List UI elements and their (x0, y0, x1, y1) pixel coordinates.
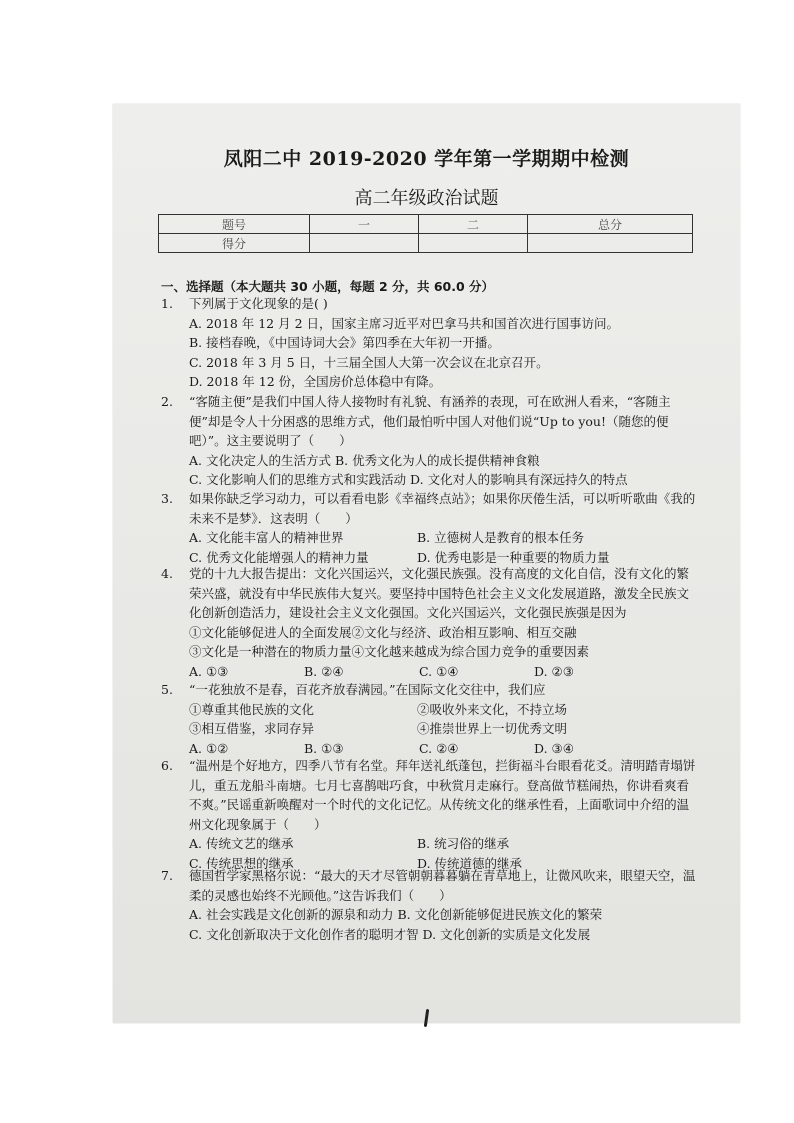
option-a: A. 传统文艺的继承 (189, 836, 294, 851)
option-b: B. 统习俗的继承 (417, 836, 510, 851)
option-c: C. 传统思想的继承 (189, 855, 294, 871)
statement-row: ③文化是一种潜在的物质力量④文化越来越成为综合国力竞争的重要因素 (189, 644, 590, 659)
question-number: 3. (161, 491, 173, 506)
option-c: C. ①④ (419, 663, 459, 679)
option-d: D. 2018 年 12 份，全国房价总体稳中有降。 (189, 374, 442, 389)
option-c: C. 2018 年 3 月 5 日，十三届全国人大第一次会议在北京召开。 (189, 354, 549, 370)
question-5 (161, 680, 701, 758)
option-row (189, 834, 701, 854)
score-table-header-row (159, 215, 693, 234)
score-cell-label: 题号 (159, 215, 310, 234)
question-number: 1. (161, 296, 173, 311)
score-cell-section-1: 一 (310, 215, 419, 234)
score-cell-section-2: 二 (419, 215, 528, 234)
option-row (189, 662, 701, 682)
statement-row (189, 700, 701, 720)
question-stem: 德国哲学家黑格尔说：“最大的天才尽管朝朝暮暮躺在青草地上，让微风吹来，眼望天空，温柔的灵感也始终不光顾他。”这告诉我们（ ） (189, 868, 696, 903)
option-b: B. ②④ (304, 663, 344, 679)
option-a-b: A. 文化决定人的生活方式 B. 优秀文化为人的成长提供精神食粮 (189, 452, 540, 468)
option-a: A. 2018 年 12 月 2 日，国家主席习近平对巴拿马共和国首次进行国事访问。 (189, 315, 620, 331)
question-number: 2. (161, 394, 173, 409)
score-table-score-row (159, 234, 693, 253)
option-b: B. ①③ (304, 740, 344, 756)
question-number: 7. (161, 868, 173, 883)
option-d: D. 优秀电影是一种重要的物质力量 (417, 549, 610, 565)
question-number: 4. (161, 566, 173, 581)
option-a-b: A. 社会实践是文化创新的源泉和动力 B. 文化创新能够促进民族文化的繁荣 (189, 907, 603, 922)
statement-3: ③相互借鉴，求同存异 (189, 721, 315, 736)
question-stem: “客随主便”是我们中国人待人接物时有礼貌、有涵养的表现，可在欧洲人看来，“客随主便”却是令人十分困惑的思维方式，他们最怕听中国人对他们说“Up to you!（随您的便吧）”。这主要说明了（ ） (189, 394, 671, 448)
score-table (158, 214, 693, 253)
option-c-d: C. 文化创新取决于文化创作者的聪明才智 D. 文化创新的实质是文化发展 (189, 926, 591, 942)
option-c: C. 优秀文化能增强人的精神力量 (189, 549, 369, 565)
option-d: D. ③④ (534, 740, 574, 756)
statement-1: ①尊重其他民族的文化 (189, 701, 315, 717)
score-cell-empty (310, 234, 419, 253)
option-b: B. 立德树人是教育的根本任务 (417, 530, 585, 545)
question-3 (161, 489, 701, 567)
question-stem: 党的十九大报告提出：文化兴国运兴，文化强民族强。没有高度的文化自信，没有文化的繁荣兴盛，就没有中华民族伟大复兴。要坚持中国特色社会主义文化发展道路，激发全民族文化创新创造活力，建设社会主义文化强国。文化兴国运兴，文化强民族强是因为 (189, 566, 690, 620)
question-number: 5. (161, 682, 173, 697)
option-d: D. 传统道德的继承 (417, 855, 523, 871)
statement-row (189, 719, 701, 739)
option-b: B. 接档春晚，《中国诗词大会》第四季在大年初一开播。 (189, 335, 500, 350)
exam-paper-sheet (113, 104, 740, 1023)
page-number-mark (424, 1009, 429, 1027)
option-a: A. ①③ (189, 663, 229, 679)
exam-title: 凤阳二中 2019-2020 学年第一学期期中检测 (223, 148, 630, 170)
statement-2: ②吸收外来文化，不持立场 (417, 701, 568, 717)
question-6 (161, 756, 701, 873)
option-d: D. ②③ (534, 663, 574, 679)
option-row (189, 528, 701, 548)
score-cell-total: 总分 (528, 215, 693, 234)
question-stem: 下列属于文化现象的是( ) (189, 296, 328, 311)
exam-subtitle: 高二年级政治试题 (354, 188, 499, 209)
question-7 (161, 866, 701, 944)
option-a: A. ①② (189, 740, 229, 756)
question-stem: “一花独放不是春，百花齐放春满园。”在国际文化交往中，我们应 (189, 682, 546, 697)
statement-row: ①文化能够促进人的全面发展②文化与经济、政治相互影响、相互交融 (189, 624, 577, 640)
question-1 (161, 294, 701, 392)
option-c: C. ②④ (419, 740, 459, 756)
question-4 (161, 564, 701, 681)
score-cell-label: 得分 (159, 234, 310, 253)
option-c-d: C. 文化影响人们的思维方式和实践活动 D. 文化对人的影响具有深远持久的特点 (189, 472, 628, 487)
question-stem: 如果你缺乏学习动力，可以看看电影《幸福终点站》；如果你厌倦生活，可以听听歌曲《我的未来不是梦》．这表明（ ） (189, 491, 696, 526)
score-cell-empty (419, 234, 528, 253)
score-cell-empty (528, 234, 693, 253)
question-2 (161, 392, 701, 490)
section-title: 一、选择题（本大题共 30 小题，每题 2 分，共 60.0 分） (161, 279, 495, 294)
question-stem: “温州是个好地方，四季八节有名堂。拜年送礼纸蓬包，拦街福斗台眼看花爻。清明踏青塌饼儿，重五龙船斗南塘。七月七喜鹊咄巧食，中秋赏月走麻行。登高做节糕闹热，你讲看爽看不爽。”民谣重新唤醒对一个时代的文化记忆。从传统文化的继承性看，上面歌词中介绍的温州文化现象属于（ ） (189, 758, 696, 832)
statement-4: ④推崇世界上一切优秀文明 (417, 721, 568, 736)
option-a: A. 文化能丰富人的精神世界 (189, 530, 344, 545)
question-number: 6. (161, 758, 173, 773)
